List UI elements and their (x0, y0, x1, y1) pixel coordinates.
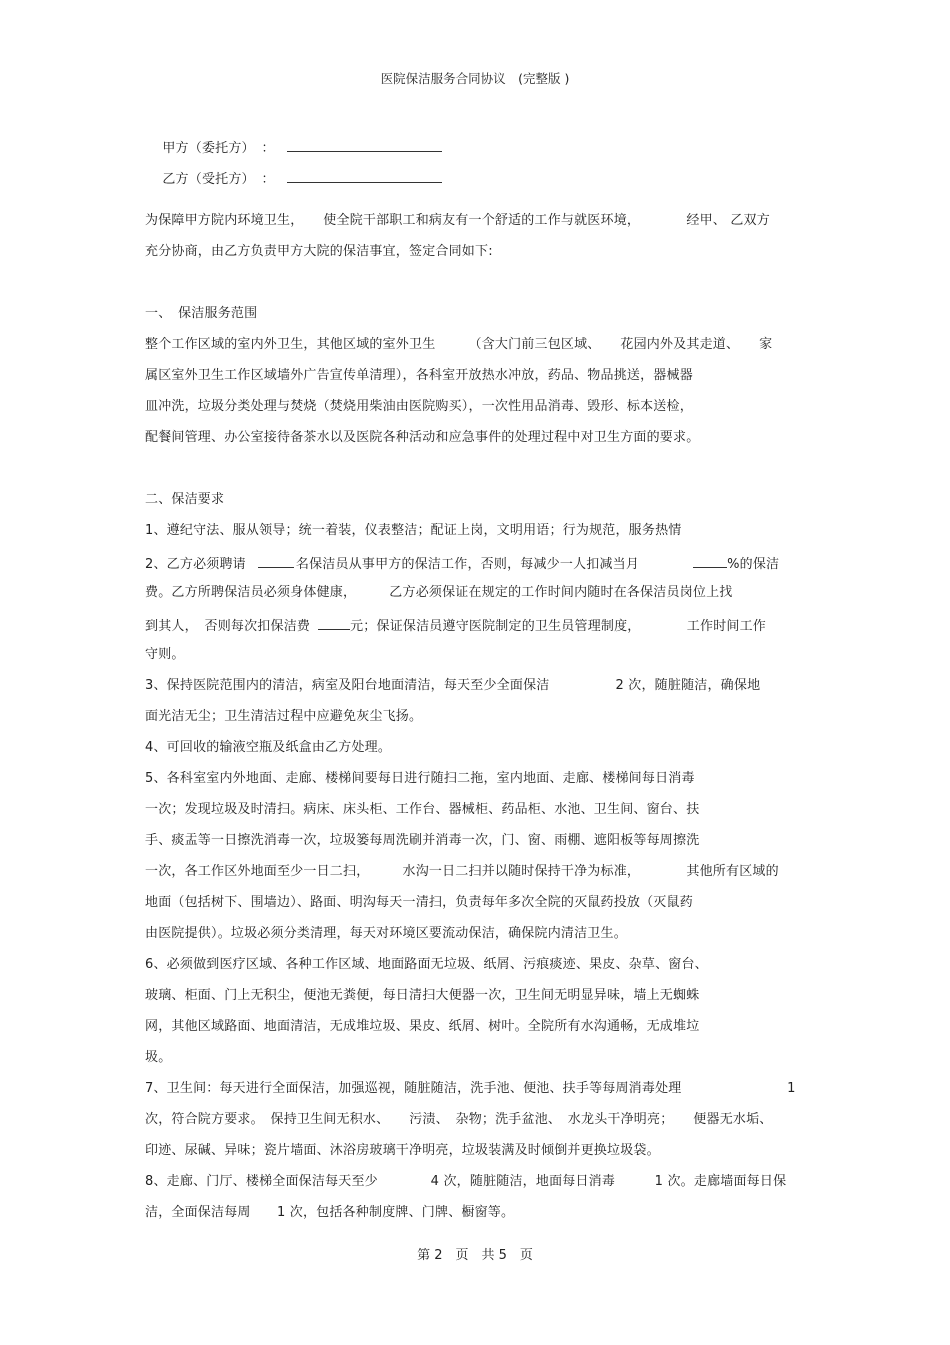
fee-blank (318, 615, 350, 630)
section1-heading: 一、 保洁服务范围 (145, 306, 258, 321)
item-6-line: 玻璃、柜面、门上无积尘，便池无粪便，每日清扫大便器一次，卫生间无明显异味，墙上无蜘蛛 (145, 988, 700, 1003)
item-3-line: 面光洁无尘；卫生清洁过程中应避免灰尘飞扬。 (145, 709, 423, 724)
party-b-line (145, 150, 442, 207)
item-2-text: 元；保证保洁员遵守医院制定的卫生员管理制度， 工作时间工作 (350, 619, 767, 634)
item-6-line: 6、必须做到医疗区域、各种工作区域、地面路面无垃圾、纸屑、污痕痰迹、果皮、杂草、窗台、 (145, 957, 708, 972)
item-7-line: 7、卫生间：每天进行全面保洁，加强巡视，随脏随洁，洗手池、便池、扶手等每周消毒处理 1 (145, 1081, 796, 1096)
party-a-label: 甲方（委托方） ： (162, 141, 275, 156)
item-5-line: 一次；发现垃圾及时清扫。病床、床头柜、工作台、器械柜、药品柜、水池、卫生间、窗台、扶 (145, 802, 700, 817)
party-b-blank (287, 168, 442, 183)
page-title: 医院保洁服务合同协议 (完整版 ) (380, 71, 570, 86)
item-2-line3 (145, 615, 766, 636)
item-2-line1 (145, 553, 779, 574)
item-2-line2: 费。乙方所聘保洁员必须身体健康， 乙方必须保证在规定的工作时间内随时在各保洁员岗位上找 (145, 585, 733, 600)
item-6-line: 网，其他区域路面、地面清洁，无成堆垃圾、果皮、纸屑、树叶。全院所有水沟通畅，无成堆垃 (145, 1019, 700, 1034)
item-2-text: 到其人， 否则每次扣保洁费 (145, 619, 311, 634)
item-5-line: 地面（包括树下、围墙边）、路面、明沟每天一清扫，负责每年多次全院的灭鼠药投放（灭鼠药 (145, 895, 693, 910)
party-b-label: 乙方（受托方） ： (162, 172, 275, 187)
section1-line: 皿冲洗，垃圾分类处理与焚烧（焚烧用柴油由医院购买），一次性用品消毒、毁形、标本送检， (145, 399, 693, 414)
item-3-line: 3、保持医院范围内的清洁，病室及阳台地面清洁，每天至少全面保洁 2 次，随脏随洁，确保地 (145, 678, 761, 693)
item-2-text: %的保洁 (727, 557, 780, 572)
item-5-line: 手、痰盂等一日擦洗消毒一次，垃圾篓每周洗刷并消毒一次，门、窗、雨棚、遮阳板等每周擦洗 (145, 833, 700, 848)
page-footer: 第 2 页 共 5 页 (417, 1248, 533, 1263)
item-4: 4、可回收的输液空瓶及纸盒由乙方处理。 (145, 740, 392, 755)
item-8-line: 8、走廊、门厅、楼梯全面保洁每天至少 4 次，随脏随洁，地面每日消毒 1 次。走廊墙面每日保 (145, 1174, 787, 1189)
item-5-line: 一次，各工作区外地面至少一日二扫， 水沟一日二扫并以随时保持干净为标准， 其他所有区域的 (145, 864, 779, 879)
item-7-line: 次，符合院方要求。 保持卫生间无积水、 污渍、 杂物；洗手盆池、 水龙头干净明亮； 便器无水垢、 (145, 1112, 773, 1127)
deduction-percent-blank (693, 553, 727, 568)
item-2-text: 名保洁员从事甲方的保洁工作，否则，每减少一人扣减当月 (295, 557, 640, 572)
section1-line: 配餐间管理、办公室接待备茶水以及医院各种活动和应急事件的处理过程中对卫生方面的要求。 (145, 430, 700, 445)
section1-line: 整个工作区域的室内外卫生，其他区域的室外卫生 （含大门前三包区域、 花园内外及其走道、 家 (145, 337, 773, 352)
section2-heading: 二、保洁要求 (145, 492, 225, 507)
item-2-line4: 守则。 (145, 647, 185, 662)
item-5-line: 5、各科室室内外地面、走廊、楼梯间要每日进行随扫二拖，室内地面、走廊、楼梯间每日消毒 (145, 771, 695, 786)
item-5-line: 由医院提供）。垃圾必须分类清理，每天对环境区要流动保洁，确保院内清洁卫生。 (145, 926, 627, 941)
item-2-text: 2、乙方必须聘请 (145, 557, 246, 572)
intro-line: 充分协商，由乙方负责甲方大院的保洁事宜，签定合同如下: (145, 244, 493, 259)
intro-line: 为保障甲方院内环境卫生， 使全院干部职工和病友有一个舒适的工作与就医环境， 经甲、 乙双方 (145, 213, 770, 228)
item-8-line: 洁，全面保洁每周 1 次，包括各种制度牌、门牌、橱窗等。 (145, 1205, 515, 1220)
section1-line: 属区室外卫生工作区域墙外广告宣传单清理），各科室开放热水冲放，药品、物品挑送，器械器 (145, 368, 693, 383)
item-7-line: 印迹、尿碱、异味；瓷片墙面、沐浴房玻璃干净明亮，垃圾装满及时倾倒并更换垃圾袋。 (145, 1143, 660, 1158)
item-6-line: 圾。 (145, 1050, 172, 1065)
staff-count-blank (258, 553, 294, 568)
item-1: 1、遵纪守法、服从领导；统一着装，仪表整洁；配证上岗，文明用语；行为规范，服务热情 (145, 523, 682, 538)
